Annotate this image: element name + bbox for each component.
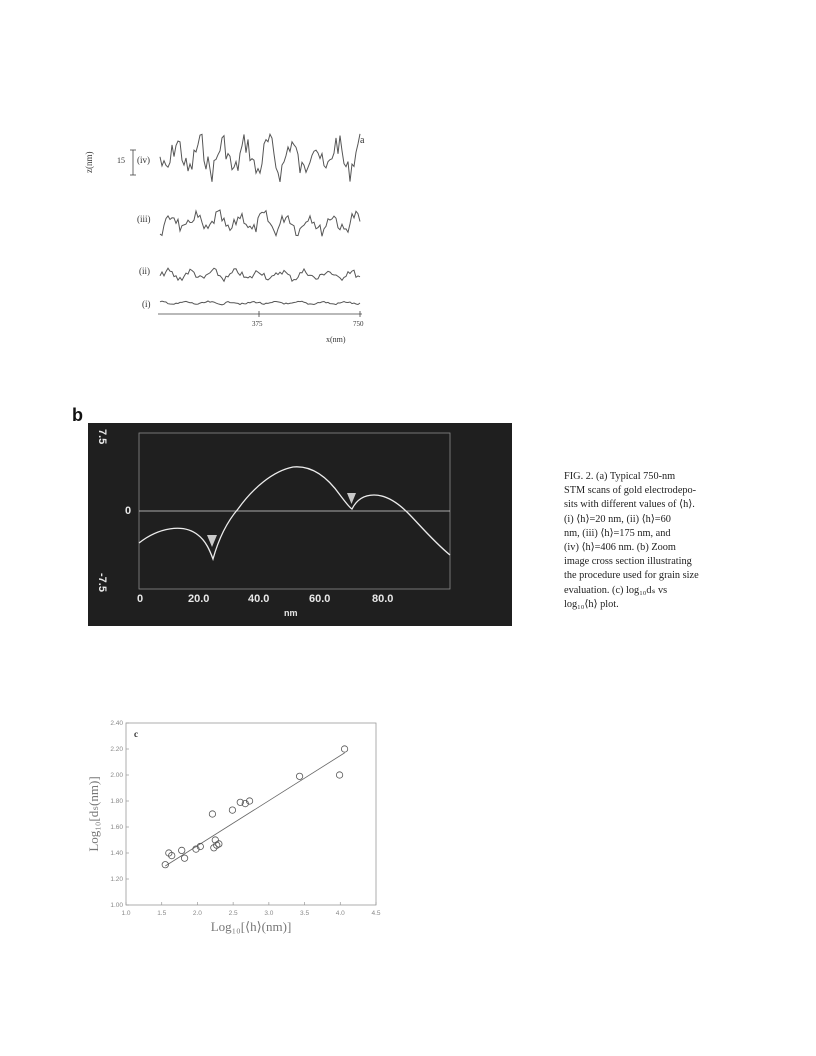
x-tick-80: 80.0: [372, 593, 394, 605]
y-axis-label: Log₁₀[dₛ(nm)]: [86, 776, 101, 852]
fit-line: [165, 753, 344, 866]
scale-bar-label: 15: [117, 156, 125, 165]
figure-caption: [564, 470, 746, 612]
panel-a-letter: a: [360, 135, 365, 146]
caption-line: STM scans of gold electrodepo-: [564, 485, 697, 497]
marker-left[interactable]: [207, 535, 217, 547]
x-tick-label: 1.0: [121, 910, 131, 917]
y-tick-label: 2.20: [110, 746, 123, 753]
data-point: [216, 841, 222, 847]
trace-label-i: (i): [142, 299, 151, 309]
x-tick-40: 40.0: [248, 593, 270, 605]
trace-i: [160, 301, 360, 305]
caption-line: evaluation. (c) log₁₀dₛ vs: [564, 584, 668, 596]
panel-b-x-label: nm: [284, 608, 298, 618]
data-point: [229, 807, 235, 813]
height-profile: [139, 467, 450, 559]
x-tick-label: 1.5: [157, 910, 167, 917]
x-tick-label: 2.0: [192, 910, 202, 917]
caption-line: FIG. 2. (a) Typical 750-nm: [564, 471, 676, 482]
x-tick-60: 60.0: [309, 593, 331, 605]
x-tick-label: 4.5: [371, 910, 381, 917]
y-tick-zero: 0: [125, 505, 132, 517]
panel-a-y-label: z(nm): [84, 151, 94, 173]
caption-line: nm, (iii) ⟨h⟩=175 nm, and: [564, 527, 671, 539]
x-tick-label: 4.0: [335, 910, 345, 917]
panel-a-x-label: x(nm): [326, 335, 346, 344]
trace-label-iii: (iii): [137, 214, 151, 224]
x-tick-label: 3.0: [264, 910, 274, 917]
caption-line: (i) ⟨h⟩=20 nm, (ii) ⟨h⟩=60: [564, 513, 671, 525]
caption-line: (iv) ⟨h⟩=406 nm. (b) Zoom: [564, 542, 676, 554]
data-point: [296, 773, 302, 779]
trace-iii: [160, 210, 360, 236]
y-tick-label: 1.60: [110, 824, 123, 831]
x-tick-label: 2.5: [228, 910, 238, 917]
x-tick-750: 750: [353, 320, 364, 328]
y-tick-label: 2.40: [110, 720, 123, 727]
scatter-plot: [80, 715, 390, 945]
data-point: [341, 746, 347, 752]
y-tick-top: 7.5: [96, 429, 108, 445]
marker-right[interactable]: [347, 493, 356, 504]
figure-panel-c: [80, 715, 390, 945]
trace-label-iv: (iv): [137, 155, 150, 165]
x-tick-20: 20.0: [188, 593, 210, 605]
caption-line: log₁₀⟨h⟩ plot.: [564, 598, 619, 610]
trace-label-ii: (ii): [139, 266, 150, 276]
y-tick-label: 1.80: [110, 798, 123, 805]
caption-line: sits with different values of ⟨h⟩.: [564, 499, 695, 511]
trace-iv: [160, 134, 360, 182]
data-point: [209, 811, 215, 817]
y-tick-label: 1.20: [110, 876, 123, 883]
plot-frame: [126, 723, 376, 905]
stm-cross-section: [88, 423, 512, 626]
x-tick-375: 375: [252, 320, 263, 328]
y-tick-label: 1.00: [110, 902, 123, 909]
y-tick-bottom: -7.5: [96, 573, 108, 592]
figure-panel-a: [84, 125, 390, 355]
data-point: [181, 855, 187, 861]
x-axis-label: Log₁₀[⟨h⟩(nm)]: [210, 919, 292, 934]
x-tick-label: 3.5: [300, 910, 310, 917]
panel-b-svg: [88, 423, 512, 626]
data-point: [179, 847, 185, 853]
caption-line: image cross section illustrating: [564, 556, 692, 568]
y-tick-label: 1.40: [110, 850, 123, 857]
panel-b-letter: b: [72, 405, 83, 425]
data-point: [336, 772, 342, 778]
caption-line: the procedure used for grain size: [564, 570, 699, 582]
y-tick-label: 2.00: [110, 772, 123, 779]
trace-ii: [160, 268, 360, 281]
panel-c-letter: c: [134, 729, 138, 739]
x-tick-0: 0: [137, 593, 144, 605]
